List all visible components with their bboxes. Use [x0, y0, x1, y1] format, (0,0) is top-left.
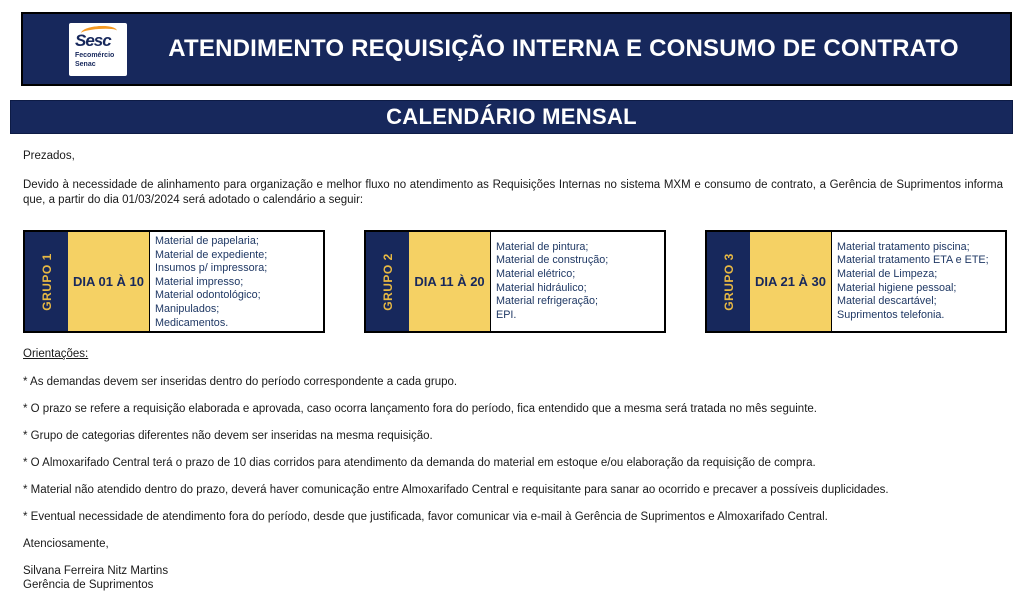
guidelines-list	[23, 375, 1013, 537]
fecomercio-logo-text: Fecomércio	[75, 51, 115, 59]
group-item-line: Material odontológico;	[155, 289, 261, 302]
group-name-label: GRUPO 3	[721, 252, 736, 311]
group-period-label: DIA 01 À 10	[72, 274, 145, 289]
closing-regards: Atenciosamente,	[23, 538, 109, 550]
group-item-line: EPI.	[496, 308, 517, 321]
group-item-line: Manipulados;	[155, 302, 220, 315]
page-title: ATENDIMENTO REQUISIÇÃO INTERNA E CONSUMO DE CONTRATO	[168, 35, 959, 62]
closing-signature-name: Silvana Ferreira Nitz Martins	[23, 565, 169, 577]
guideline-item: * O prazo se refere a requisição elaborada e aprovada, caso ocorra lançamento fora do período, fica entendido que a mesma será tratada no mês seguinte.	[23, 403, 817, 415]
group-item-line: Material hidráulico;	[496, 281, 587, 294]
guideline-item: * O Almoxarifado Central terá o prazo de 10 dias corridos para atendimento da demanda do material em estoque e/ou elaboração da requisição de compra.	[23, 457, 816, 469]
group-name-label: GRUPO 1	[39, 252, 54, 311]
group-name-cell	[707, 232, 750, 331]
group-item-line: Material refrigeração;	[496, 295, 599, 308]
banner-bar	[10, 100, 1013, 134]
group-item-line: Suprimentos telefonia.	[837, 308, 945, 321]
group-items-list	[149, 232, 323, 331]
group-table	[364, 230, 666, 333]
guideline-item: * As demandas devem ser inseridas dentro do período correspondente a cada grupo.	[23, 376, 458, 388]
intro-paragraph: Devido à necessidade de alinhamento para organização e melhor fluxo no atendimento as Requisições Internas no sistema MXM e consumo de contrato, a Gerência de Suprimentos informa que, a partir do dia 01/03/2024 será adotado o calendário a seguir:	[23, 179, 1003, 206]
group-item-line: Material de construção;	[496, 254, 609, 267]
group-item-line: Material impresso;	[155, 275, 244, 288]
group-name-cell	[25, 232, 68, 331]
guideline-item: * Material não atendido dentro do prazo, deverá haver comunicação entre Almoxarifado Central e requisitante para sanar ao ocorrido e precaver a possíveis duplicidades.	[23, 484, 889, 496]
group-items-list	[490, 232, 664, 331]
salutation-text: Prezados,	[23, 150, 75, 162]
sesc-logo-wordmark	[75, 27, 122, 51]
group-item-line: Material tratamento piscina;	[837, 240, 970, 253]
group-item-line: Material higiene pessoal;	[837, 281, 957, 294]
group-item-line: Material de Limpeza;	[837, 267, 938, 280]
group-item-line: Medicamentos.	[155, 316, 229, 329]
group-period-label: DIA 11 À 20	[414, 274, 485, 289]
group-item-line: Insumos p/ impressora;	[155, 262, 268, 275]
group-table	[23, 230, 325, 333]
sesc-logo	[69, 23, 127, 76]
group-item-line: Material de expediente;	[155, 248, 268, 261]
group-item-line: Material de papelaria;	[155, 235, 259, 247]
group-period-cell	[750, 232, 831, 331]
banner-title: CALENDÁRIO MENSAL	[386, 104, 637, 129]
group-period-label: DIA 21 À 30	[754, 274, 827, 289]
group-item-line: Material descartável;	[837, 295, 937, 308]
guidelines-heading: Orientações:	[23, 348, 89, 360]
group-items-list	[831, 232, 1005, 331]
group-item-line: Material elétrico;	[496, 267, 576, 280]
senac-logo-text: Senac	[75, 60, 96, 68]
group-name-label: GRUPO 2	[380, 252, 395, 311]
groups-row	[0, 230, 1024, 333]
guideline-item: * Grupo de categorias diferentes não devem ser inseridas na mesma requisição.	[23, 430, 433, 442]
group-period-cell	[68, 232, 149, 331]
group-item-line: Material tratamento ETA e ETE;	[837, 254, 989, 267]
guideline-item: * Eventual necessidade de atendimento fora do período, desde que justificada, favor comunicar via e-mail à Gerência de Suprimentos e Almoxarifado Central.	[23, 511, 828, 523]
group-table	[705, 230, 1007, 333]
sesc-logo-text: Sesc	[75, 30, 111, 50]
group-item-line: Material de pintura;	[496, 240, 589, 253]
header-bar	[21, 12, 1012, 86]
group-period-cell	[409, 232, 490, 331]
closing-signature-role: Gerência de Suprimentos	[23, 579, 154, 591]
group-name-cell	[366, 232, 409, 331]
